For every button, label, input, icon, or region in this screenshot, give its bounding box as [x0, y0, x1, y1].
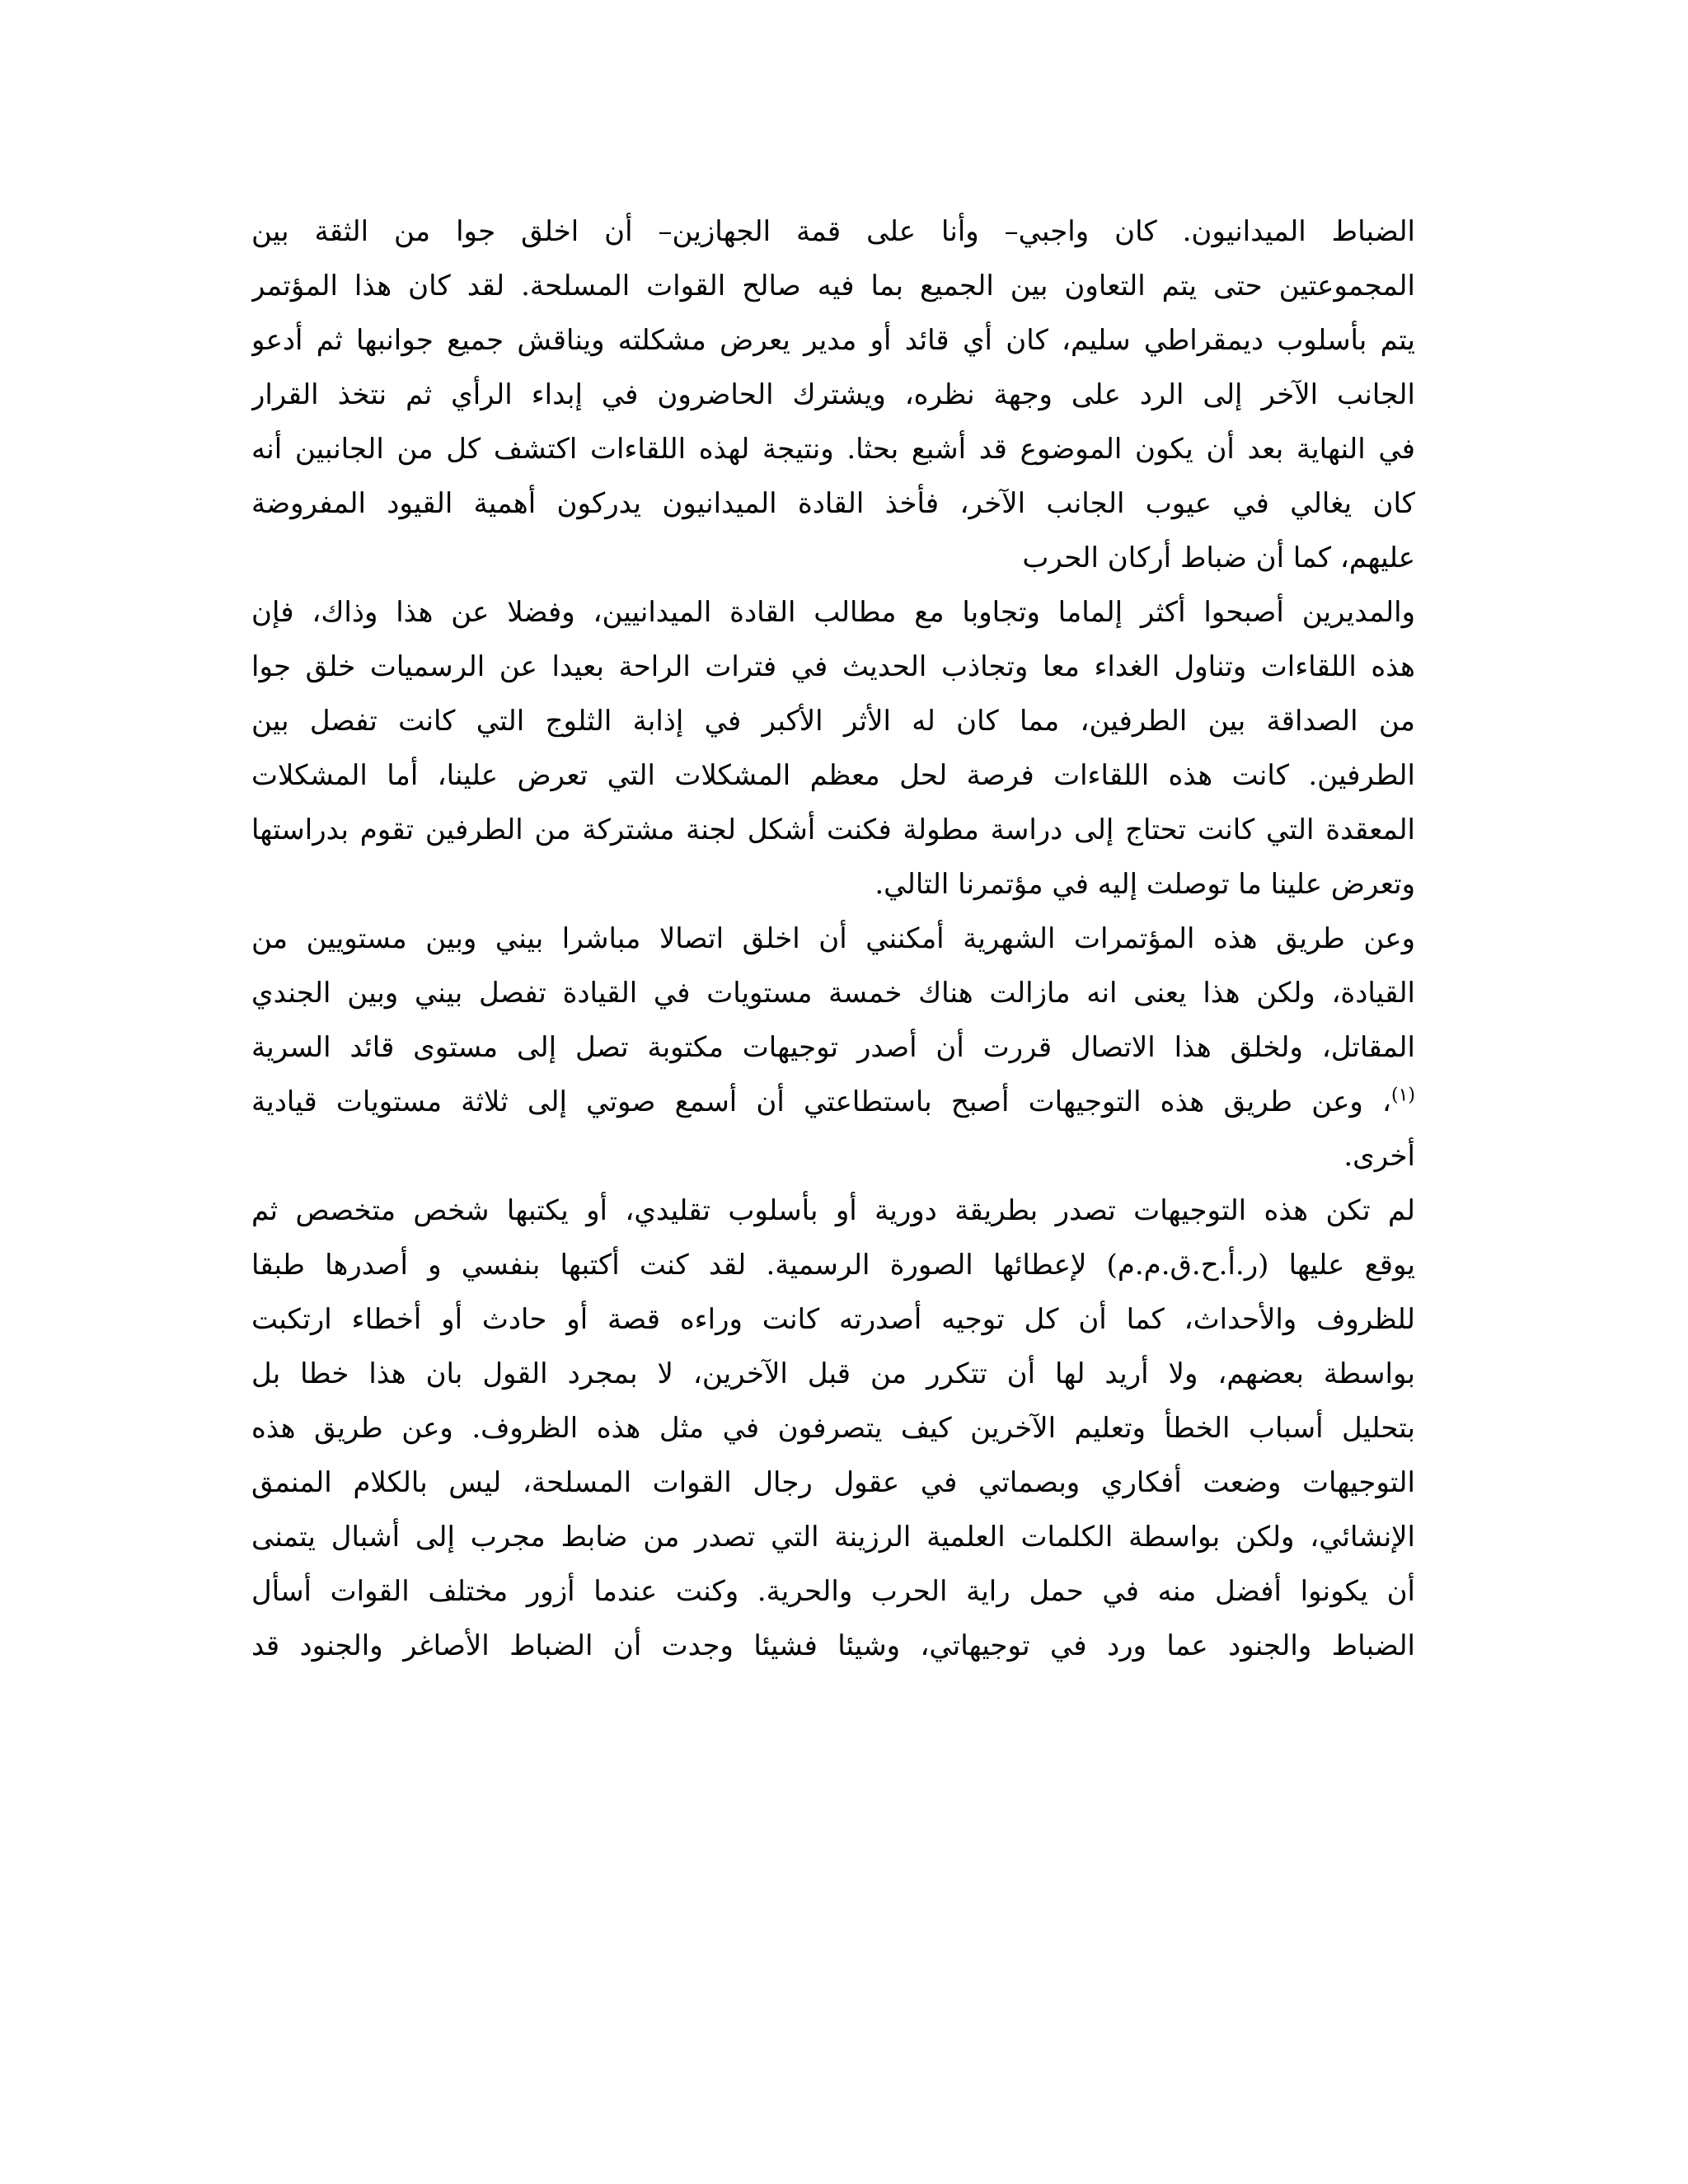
text-line-with-footnote: [251, 1075, 1415, 1129]
text-line: يوقع عليها (ر.أ.ح.ق.م.م) لإعطائها الصورة الرسمية. لقد كنت أكتبها بنفسي و أصدرها طبقا: [251, 1249, 1415, 1282]
paragraph-1: [251, 204, 1415, 585]
text-line: والمديرين أصبحوا أكثر إلماما وتجاوبا مع مطالب القادة الميدانيين، وفضلا عن هذا وذاك، فإن: [251, 596, 1415, 629]
text-line: المجموعتين حتى يتم التعاون بين الجميع بما فيه صالح القوات المسلحة. لقد كان هذا المؤتمر: [251, 269, 1415, 302]
body-text: [251, 204, 1415, 1673]
text-line: الجانب الآخر إلى الرد على وجهة نظره، ويشترك الحاضرون في إبداء الرأي ثم نتخذ القرار: [251, 378, 1415, 411]
text-line: كان يغالي في عيوب الجانب الآخر، فأخذ القادة الميدانيون يدركون أهمية القيود المفروضة: [251, 487, 1415, 520]
paragraph-2: [251, 585, 1415, 912]
text-line: الطرفين. كانت هذه اللقاءات فرصة لحل معظم المشكلات التي تعرض علينا، أما المشكلات: [251, 759, 1415, 792]
text-line: عليهم، كما أن ضباط أركان الحرب: [1022, 541, 1415, 574]
footnote-reference[interactable]: (١): [1390, 1085, 1415, 1106]
text-line: لم تكن هذه التوجيهات تصدر بطريقة دورية أو بأسلوب تقليدي، أو يكتبها شخص متخصص ثم: [251, 1194, 1415, 1227]
text-line: يتم بأسلوب ديمقراطي سليم، كان أي قائد أو مدير يعرض مشكلته ويناقش جميع جوانبها ثم أدعو: [251, 324, 1415, 357]
text-line: المقاتل، ولخلق هذا الاتصال قررت أن أصدر توجيهات مكتوبة تصل إلى مستوى قائد السرية: [251, 1031, 1415, 1064]
text-line: الضباط الميدانيون. كان واجبي– وأنا على قمة الجهازين– أن اخلق جوا من الثقة بين: [251, 215, 1415, 248]
text-line: المعقدة التي كانت تحتاج إلى دراسة مطولة فكنت أشكل لجنة مشتركة من الطرفين تقوم بدراستها: [251, 813, 1415, 846]
text-line: القيادة، ولكن هذا يعنى انه مازالت هناك خمسة مستويات في القيادة تفصل بيني وبين الجندي: [251, 977, 1415, 1010]
paragraph-3: [251, 912, 1415, 1183]
text-line-body: ، وعن طريق هذه التوجيهات أصبح باستطاعتي أن أسمع صوتي إلى ثلاثة مستويات قيادية: [251, 1085, 1391, 1118]
text-line: من الصداقة بين الطرفين، مما كان له الأثر الأكبر في إذابة الثلوج التي كانت تفصل بين: [251, 705, 1415, 738]
text-line: وتعرض علينا ما توصلت إليه في مؤتمرنا التالي.: [874, 868, 1415, 901]
text-line: بتحليل أسباب الخطأ وتعليم الآخرين كيف يتصرفون في مثل هذه الظروف. وعن طريق هذه: [251, 1412, 1415, 1445]
text-line: للظروف والأحداث، كما أن كل توجيه أصدرته كانت وراءه قصة أو حادث أو أخطاء ارتكبت: [251, 1303, 1415, 1336]
text-line: الضباط والجنود عما ورد في توجيهاتي، وشيئا فشيئا وجدت أن الضباط الأصاغر والجنود قد: [251, 1629, 1415, 1662]
text-line: أخرى.: [1343, 1140, 1415, 1173]
paragraph-4: [251, 1183, 1415, 1673]
text-line: هذه اللقاءات وتناول الغداء معا وتجاذب الحديث في فترات الراحة بعيدا عن الرسميات خلق جوا: [251, 650, 1415, 683]
text-line: الإنشائي، ولكن بواسطة الكلمات العلمية الرزينة التي تصدر من ضابط مجرب إلى أشبال يتمنى: [251, 1521, 1415, 1554]
text-line: أن يكونوا أفضل منه في حمل راية الحرب والحرية. وكنت عندما أزور مختلف القوات أسأل: [251, 1575, 1415, 1608]
text-line: وعن طريق هذه المؤتمرات الشهرية أمكنني أن اخلق اتصالا مباشرا بيني وبين مستويين من: [251, 922, 1415, 955]
text-line: في النهاية بعد أن يكون الموضوع قد أشبع بحثا. ونتيجة لهذه اللقاءات اكتشف كل من الجانبين أنه: [251, 433, 1415, 466]
text-line: التوجيهات وضعت أفكاري وبصماتي في عقول رجال القوات المسلحة، ليس بالكلام المنمق: [251, 1466, 1415, 1499]
text-line: بواسطة بعضهم، ولا أريد لها أن تتكرر من قبل الآخرين، لا بمجرد القول بان هذا خطا بل: [251, 1357, 1415, 1390]
